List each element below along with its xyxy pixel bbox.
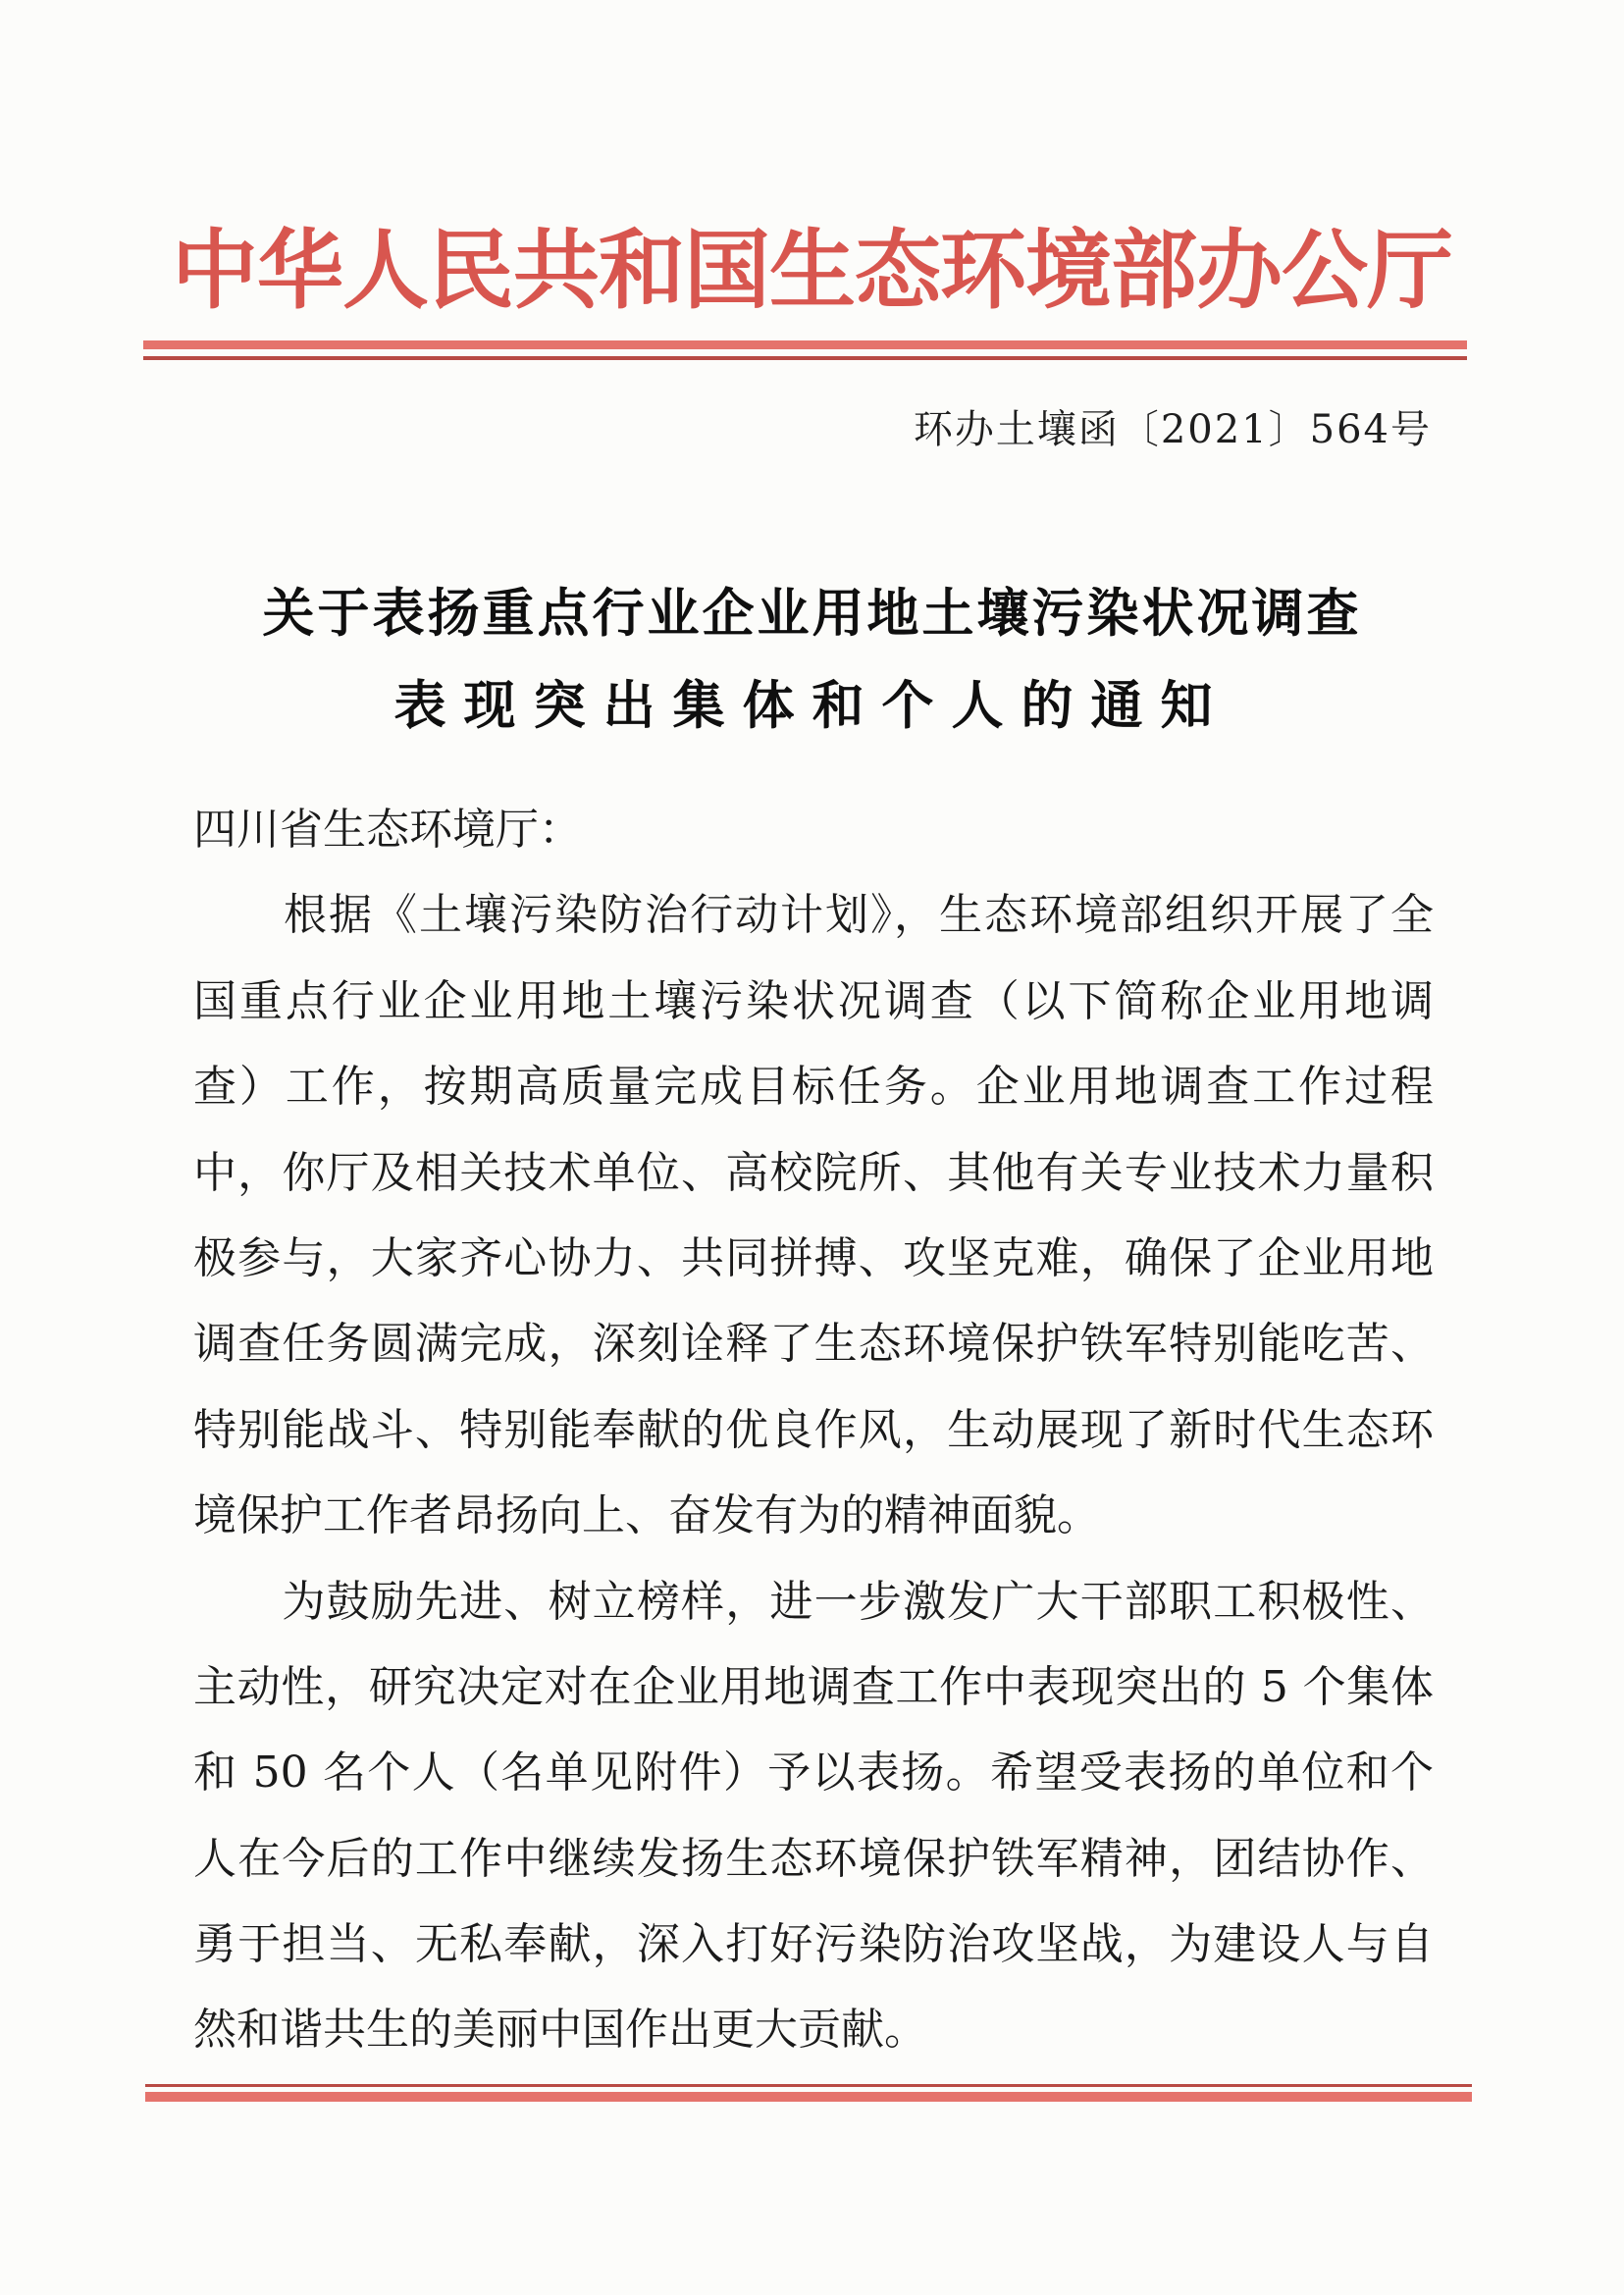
notice-title-line1: 关于表扬重点行业企业用地土壤污染状况调查 <box>262 583 1362 644</box>
body-text-line: 国重点行业企业用地土壤污染状况调查（以下简称企业用地调 <box>193 975 1434 1026</box>
footer-divider-thick-bar <box>145 2092 1472 2102</box>
body-text-line: 人在今后的工作中继续发扬生态环境保护铁军精神，团结协作、 <box>193 1833 1434 1884</box>
body-text-line: 主动性，研究决定对在企业用地调查工作中表现突出的 5 个集体 <box>193 1661 1434 1712</box>
body-text-line: 调查任务圆满完成，深刻诠释了生态环境保护铁军特别能吃苦、 <box>193 1319 1434 1370</box>
body-text-line: 勇于担当、无私奉献，深入打好污染防治攻坚战，为建设人与自 <box>193 1919 1434 1970</box>
divider-thin-bar <box>143 356 1467 360</box>
notice-title-line2: 表现突出集体和个人的通知 <box>393 675 1231 736</box>
body-text-line: 境保护工作者昂扬向上、奋发有为的精神面貌。 <box>193 1490 1100 1541</box>
body-text-line: 根据《土壤污染防治行动计划》，生态环境部组织开展了全 <box>193 890 1434 941</box>
document-reference-number: 环办土壤函〔2021〕564号 <box>913 407 1432 452</box>
notice-body <box>193 787 1434 2073</box>
issuing-agency-letterhead: 中华人民共和国生态环境部办公厅 <box>171 219 1452 321</box>
body-text-line: 特别能战斗、特别能奉献的优良作风，生动展现了新时代生态环 <box>193 1404 1434 1455</box>
body-text-line: 查）工作，按期高质量完成目标任务。企业用地调查工作过程 <box>193 1062 1434 1113</box>
footer-divider <box>145 2084 1472 2102</box>
footer-divider-thin-bar <box>145 2084 1472 2087</box>
letterhead-divider <box>143 340 1467 360</box>
notice-title <box>0 567 1624 752</box>
body-text-line: 四川省生态环境厅： <box>193 805 582 855</box>
body-text-line: 然和谐共生的美丽中国作出更大贡献。 <box>193 2005 927 2056</box>
body-text-line: 和 50 名个人（名单见附件）予以表扬。希望受表扬的单位和个 <box>193 1747 1434 1799</box>
body-text-line: 极参与，大家齐心协力、共同拼搏、攻坚克难，确保了企业用地 <box>193 1232 1434 1283</box>
body-text-line: 中，你厅及相关技术单位、高校院所、其他有关专业技术力量积 <box>193 1147 1434 1198</box>
body-text-line: 为鼓励先进、树立榜样，进一步激发广大干部职工积极性、 <box>193 1576 1434 1627</box>
divider-thick-bar <box>143 340 1467 349</box>
